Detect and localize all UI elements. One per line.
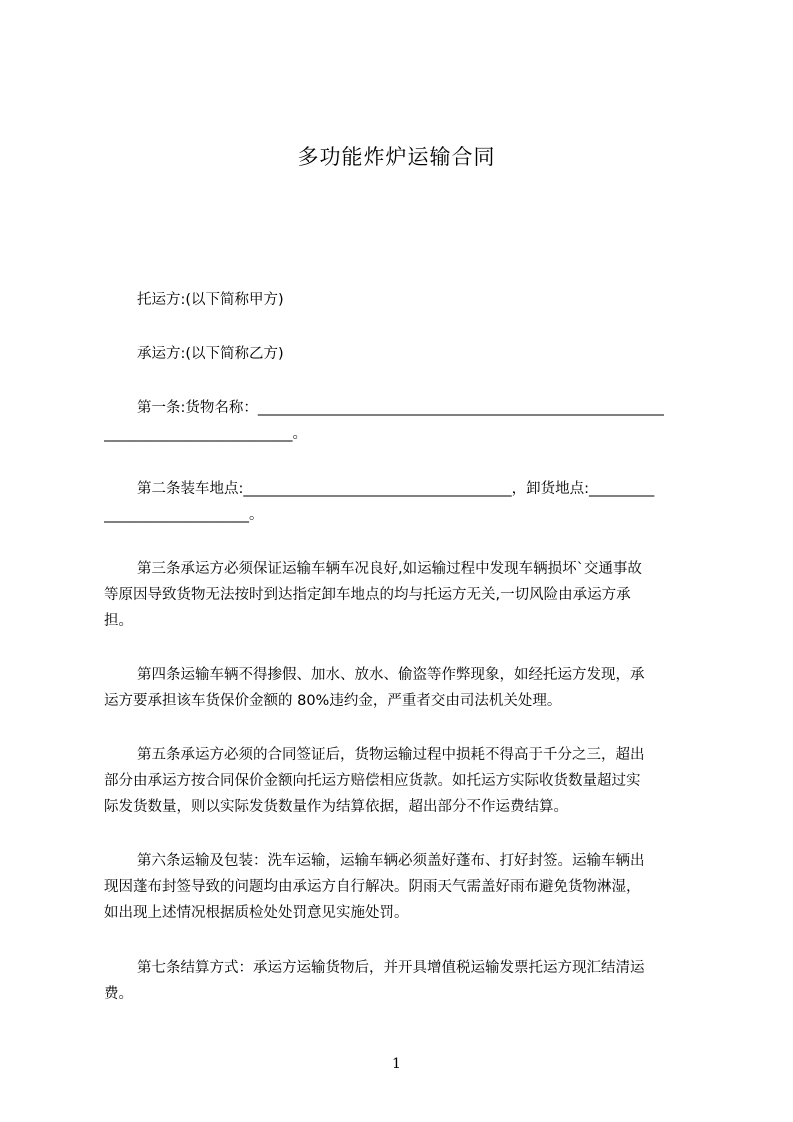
article-5-line: 第五条承运方必须的合同签证后，货物运输过程中损耗不得高于千分之三，超出 xyxy=(137,747,645,763)
article-6-line: 第六条运输及包装：洗车运输，运输车辆必须盖好蓬布、打好封签。运输车辆出 xyxy=(137,853,645,869)
article-6-line: 现因蓬布封签导致的问题均由承运方自行解决。阴雨天气需盖好雨布避免货物淋湿， xyxy=(104,879,641,895)
shipper-text: 托运方:(以下简称甲方) xyxy=(137,292,284,308)
page-number: 1 xyxy=(392,1056,401,1072)
article-7 xyxy=(104,955,702,1007)
article-4-line: 第四条运输车辆不得掺假、加水、放水、偷盗等作弊现象，如经托运方发现，承 xyxy=(137,667,645,683)
article-3-line: 等原因导致货物无法按时到达指定卸车地点的均与托运方无关,一切风险由承运方承 xyxy=(104,587,631,603)
article-4 xyxy=(104,662,702,714)
shipper-line xyxy=(104,287,702,313)
article-1 xyxy=(104,395,702,447)
article-6-line: 如出现上述情况根据质检处处罚意见实施处罚。 xyxy=(104,905,409,921)
article-2-line: ____________________。 xyxy=(104,507,264,523)
article-6 xyxy=(104,848,702,926)
article-7-line: 费。 xyxy=(104,986,133,1002)
article-5 xyxy=(104,742,702,820)
carrier-line xyxy=(104,341,702,367)
article-2-line: 第二条装车地点:_____________________________________，卸货地点:_________ xyxy=(137,481,655,497)
carrier-text: 承运方:(以下简称乙方) xyxy=(137,346,284,362)
article-1-line: __________________________。 xyxy=(104,426,307,442)
article-2 xyxy=(104,476,702,528)
article-3-line: 第三条承运方必须保证运输车辆车况良好,如运输过程中发现车辆损坏`交通事故 xyxy=(137,561,642,577)
article-5-line: 部分由承运方按合同保价金额向托运方赔偿相应货款。如托运方实际收货数量超过实 xyxy=(104,773,641,789)
article-1-line: 第一条:货物名称：________________________________________________________ xyxy=(137,400,664,416)
article-5-line: 际发货数量，则以实际发货数量作为结算依据，超出部分不作运费结算。 xyxy=(104,799,568,815)
article-3 xyxy=(104,556,702,634)
document-title: 多功能炸炉运输合同 xyxy=(297,145,496,169)
article-7-line: 第七条结算方式：承运方运输货物后，并开具增值税运输发票托运方现汇结清运 xyxy=(137,960,645,976)
article-3-line: 担。 xyxy=(104,613,133,629)
article-4-line: 运方要承担该车货保价金额的 80%违约金，严重者交由司法机关处理。 xyxy=(104,693,562,709)
